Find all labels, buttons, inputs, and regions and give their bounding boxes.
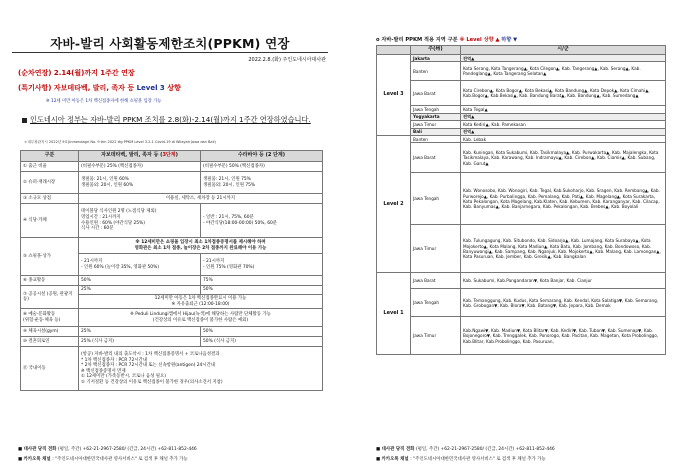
table-row — [377, 128, 666, 135]
special-note-line — [18, 83, 181, 93]
province: Jawa Barat — [411, 143, 461, 173]
table-row — [377, 106, 666, 113]
legend-up: ※ Level 상향 ▲ — [459, 37, 500, 43]
embassy-phone-label: ■ 대사관 당직 전화 — [18, 447, 57, 452]
region-table — [376, 45, 666, 355]
province: Jawa Tengah — [411, 289, 461, 317]
row-level3: 25% — [79, 286, 201, 295]
city-list: Kab. Wonosobo, Kab. Wonogiri, Kab. Tegal, Kab.Sukoharjo, Kab. Sragen, Kab. Rembang▲, Kab. Purworejo▲, Kab. Purbalingga, Kab. Pemalang, Kab. Pati▲, Kab. Magelang▲, Kota Surakarta, Kota Pekalongan, Kota Magelang, Kab.Klaten, Kab. Kebumen, Kab. Karanganyar, Kab. Cilacap, Kab. Banyumas▲, Kab. Banjarnegara, Kab. Pekalongan, Kab. Brebes▲, Kab. Boyolali — [461, 173, 666, 225]
title-divider — [12, 52, 328, 53]
city-list: Kota Tegal▲ — [461, 106, 666, 113]
row-level2: 50% — [201, 327, 323, 337]
table-row — [21, 194, 323, 204]
city-list: Kab. Lebak — [461, 136, 666, 143]
row-category: ⑤ 쇼핑몰·상가 — [21, 238, 79, 276]
kakao-channel-value: : "주인도네시아대한민국대사관 영사서비스" 로 검색 후 채널 추가 가능 — [52, 457, 188, 462]
legend-down: 하향 ▼ — [501, 37, 518, 43]
row-level2: - 21시까지 - 인원 75% (영화관 70%) — [201, 254, 323, 276]
province: Banten — [411, 62, 461, 81]
table-row — [377, 143, 666, 173]
kakao-channel — [18, 456, 188, 462]
level-label: Level 2 — [377, 136, 411, 273]
city-list: Kab. Temanggung, Kab. Kudus, Kota Semarang, Kab. Kendal, Kota Salatiga▼, Kab. Semarang, Kab. Grobogan▼, Kab. Blora▼, Kab. Batang▼, Kab. Jepara, Kab. Demak — [461, 289, 666, 317]
province: Jawa Tengah — [411, 173, 461, 225]
row-category: ① 출근 비율 — [21, 162, 79, 172]
row-category: ⑨ 체육시설(gym) — [21, 327, 79, 337]
lead-paragraph — [22, 114, 322, 125]
table-row — [21, 204, 323, 238]
embassy-phone — [376, 446, 555, 452]
city-list: Kota Serang, Kota Tangerang▲, Kota Cilegon▲, Kab. Tangerang▲, Kab. Serang▲, Kab. Pandeglang▲, Kota Tangerang Selatan▲ — [461, 62, 666, 81]
region-header-row — [377, 46, 666, 55]
row-merged: (항공) 자바·발리 내의 출도착시 : 1차 백신접종증명서 + 코로나음성결과 * 1차 백신접종자 : PCR 72시간내 * 2차 백신접종자 : PCR 72시간내 또는 신속항원(antigen) 24시간내 ※ 백신접종증명서 면제 ① 12세미만 (가족동반시, 코로나 음성 필요) ② 기저질환 등 건강상의 이유로 백신접종이 불가한 경우(의사소견서 지참) — [79, 347, 323, 391]
embassy-phone-value: (평일, 주간) +62-21-2967-2580/ (긴급, 24시간) +62-811-852-446 — [415, 447, 555, 452]
table-row — [377, 136, 666, 143]
level-label: Level 3 — [377, 55, 411, 136]
city-list: 전역▲ — [461, 113, 666, 120]
extension-line — [18, 68, 135, 78]
extension-text: (순차연장) 2.14(월)까지 1주간 연장 — [18, 69, 135, 77]
decree-reference: ＊내무장관지시 2022년 9호(Inmendagri No. 9 thn 2022 ttg PPKM Level 3-2-1 Covid-19 di Wilayah Jawa dan Bali) — [24, 140, 216, 144]
row-category: ④ 식당·카페 — [21, 204, 79, 238]
child-mall-note: ※ 12세 미만 아동은 1차 백신접종자에 한해 쇼핑몰 입장 가능 — [46, 99, 162, 104]
table-row — [21, 347, 323, 391]
province: Jawa Timur — [411, 121, 461, 128]
embassy-phone-value: (평일, 주간) +62-21-2967-2580/ (긴급, 24시간) +62-811-852-446 — [57, 447, 197, 452]
kakao-channel — [376, 456, 546, 462]
row-category: ⑧ 예술·문화활동 (위험·운동·체육 등) — [21, 309, 79, 327]
table-header-row — [21, 151, 323, 162]
lead-text: 인도네시아 정부는 자바-발리 PPKM 조치를 2.8(화)-2.14(월)까지 1주간 연장하였습니다. — [30, 115, 311, 124]
table-row — [21, 309, 323, 327]
right-page — [340, 0, 680, 476]
header-province: 주(州) — [411, 46, 461, 55]
row-category: ③ 소규모 상점 — [21, 194, 79, 204]
header-level2: 수라바야 등 (2 단계) — [201, 151, 323, 162]
row-level3: 생필품: 21시, 인원 60% 생필품외: 20시, 인원 60% — [79, 172, 201, 194]
city-list: Kota Kediri▲, Kab. Pamekasan — [461, 121, 666, 128]
row-level2: (비필수부문) 50% (백신접종자) — [201, 162, 323, 172]
table-row — [377, 173, 666, 225]
row-level3: 25% — [79, 327, 201, 337]
header-city: 시/군 — [461, 46, 666, 55]
row-level3: 50% — [79, 276, 201, 286]
table-row — [377, 121, 666, 128]
kakao-channel-value: : "주인도네시아대한민국대사관 영사서비스" 로 검색 후 채널 추가 가능 — [410, 457, 546, 462]
province: Jawa Tengah — [411, 106, 461, 113]
table-row — [21, 286, 323, 295]
row-level3: - 21시까지 - 인원 60% (놀이장 35%, 영화관 50%) — [79, 254, 201, 276]
table-row — [377, 273, 666, 289]
table-row — [377, 81, 666, 106]
header-level3: 자보데타벡, 발리, 족자 등 (3단계) — [79, 151, 201, 162]
table-row — [377, 55, 666, 62]
special-note-suffix: 상향 — [164, 84, 181, 92]
embassy-phone — [18, 446, 197, 452]
table-row — [377, 317, 666, 355]
city-list: Kab.Ngawi▼, Kab. Madiun▼, Kota Blitar▼, Kab. Kediri▼, Kab. Tuban▼, Kab. Sumenap▼, Kab. Bojonegoro▼, Kab. Trenggalek, Kab. Ponorogo, Kab. Pacitan, Kab. Magetan, Kota Probolinggo, Kab.Blitar, Kab.Probolinggo, Kab. Pasuruan, — [461, 317, 666, 355]
row-category: ⑥ 종교활동 — [21, 276, 79, 286]
header-category: 구분 — [21, 151, 79, 162]
table-row — [377, 225, 666, 273]
table-row — [377, 62, 666, 81]
row-level2: - 일반 : 21시, 75%, 60분 - 야간식당(18:00-00:00) 50%, 60분 — [201, 204, 323, 238]
kakao-channel-label: ■ 카카오톡 채널 — [18, 457, 51, 462]
table-row — [21, 276, 323, 286]
row-category: ⑩ 결혼피로연 — [21, 337, 79, 347]
city-list: Kota Cirebon▲, Kota Bogor▲, Kota Bekasi▲, Kota Bandung▲, Kota Depok▲, Kota Cimahi▲, Kab.Bogor▲, Kab.Bekasi▲, Kab. Bandung Barat▲, Kab. Bandung▲, Kab. Sumedang▲ — [461, 81, 666, 106]
bullet-square-icon — [22, 118, 27, 123]
table-row — [377, 113, 666, 120]
city-list: Kab. Sukabumi, Kab.Pangandaran▼, Kota Banjar, Kab. Cianjur — [461, 273, 666, 289]
row-level2: 생필품: 21시, 인원 75% 생필품외: 20시, 인원 75% — [201, 172, 323, 194]
table-row — [21, 172, 323, 194]
province: Bali — [411, 128, 461, 135]
table-row — [21, 162, 323, 172]
province: Banten — [411, 136, 461, 143]
row-level3: (비필수부문) 25% (백신접종자) — [79, 162, 201, 172]
embassy-phone-label: ■ 대사관 당직 전화 — [376, 447, 415, 452]
restriction-table — [20, 150, 323, 391]
city-list: 전역▲ — [461, 55, 666, 62]
table-row — [21, 327, 323, 337]
row-merged: ※ Peduli Lindungi앱에서 Hijau(녹색)에 해당하는 사람만 단체활동 가능 (건강상의 이유로 백신접종이 불가한 사람은 예외) — [79, 309, 323, 327]
province: Jawa Barat — [411, 81, 461, 106]
row-level3: 25% (식사 금지) — [79, 337, 201, 347]
date-line: 2022.2.8.(화) 주인도네시아대사관 — [248, 57, 326, 63]
table-row — [21, 238, 323, 254]
row-category: ⑪ 국내이동 — [21, 347, 79, 391]
row-merged: 12세미만 아동은 1차 백신접종완료시 이용 가능 ※ 자유출퇴근 (12:00-18:00) — [79, 295, 323, 309]
province: Jawa Barat — [411, 273, 461, 289]
level-label: Level 1 — [377, 273, 411, 355]
row-category: ⑦ 공공시설 (공원, 관광지 등) — [21, 286, 79, 309]
table-row — [21, 337, 323, 347]
header-blank — [377, 46, 411, 55]
kakao-channel-label: ■ 카카오톡 채널 — [376, 457, 409, 462]
city-list: 전역▲ — [461, 128, 666, 135]
row-level3: 테이블당 식사인원 2명 (노점식당 제외) 영업시간 : 21시까지 수용인원 : 60% (야간식당 25%) 식사 시간 : 60분 — [79, 204, 201, 238]
province: Jawa Timur — [411, 225, 461, 273]
row-level2: 50% — [201, 286, 323, 295]
city-list: Kab. Kuningan, Kota Sukabumi, Kab. Tasikmalaya▲, Kab. Purwakarta▲, Kab. Majalengka, Kota Tasikmalaya, Kab. Karawang, Kab. Indramayu▲, Kab. Cirebon▲, Kab. Ciamis▲, Kab. Subang, Kab. Garut▲ — [461, 143, 666, 173]
city-list: Kab. Tulungagung, Kab. Situbondo, Kab. Sidoarjo▲, Kab. Lumajang, Kota Surabaya▲, Kota Mojokerto▲, Kota Malang, Kota Madiun▲, Kota Batu, Kab. Jombang, Kab. Bondowoso, Kab. Banyuwangi▲, Kab. Sampang, Kab. Nganjuk, Kab. Mojokerto▲, Kab. Malang, Kab. Lamongan▲, Kota Pasuruan, Kab. Jember, Kab. Gresik▲, Kab. Bangkalan — [461, 225, 666, 273]
row-merged: ※ 12세미만은 쇼핑몰 입장시 최소 1차접종증명서를 제시해야 하며 영화관은 최소 1차 접종, 놀이장은 2차 접종까지 완료해야 이용 가능 — [79, 238, 323, 254]
special-note-level: Level 3 — [136, 84, 165, 92]
region-header — [376, 36, 517, 43]
bullet-circle-icon: o — [376, 37, 382, 43]
province: Yogyakarta — [411, 113, 461, 120]
region-header-text: 자바-발리 PPKM 적용 지역 구분 — [381, 37, 458, 43]
row-level2: 50% (식사 금지) — [201, 337, 323, 347]
row-merged: 이용실, 세탁소, 세차장 등 21시까지 — [79, 194, 323, 204]
province: Jawa Timur — [411, 317, 461, 355]
table-row — [377, 289, 666, 317]
row-category: ② 슈퍼·재래시장 — [21, 172, 79, 194]
special-note-prefix: (특기사항) 자보데타벡, 발리, 족자 등 — [18, 84, 137, 92]
page-title: 자바-발리 사회활동제한조치(PPKM) 연장 — [50, 36, 290, 51]
row-level2: 75% — [201, 276, 323, 286]
province: Jakarta — [411, 55, 461, 62]
